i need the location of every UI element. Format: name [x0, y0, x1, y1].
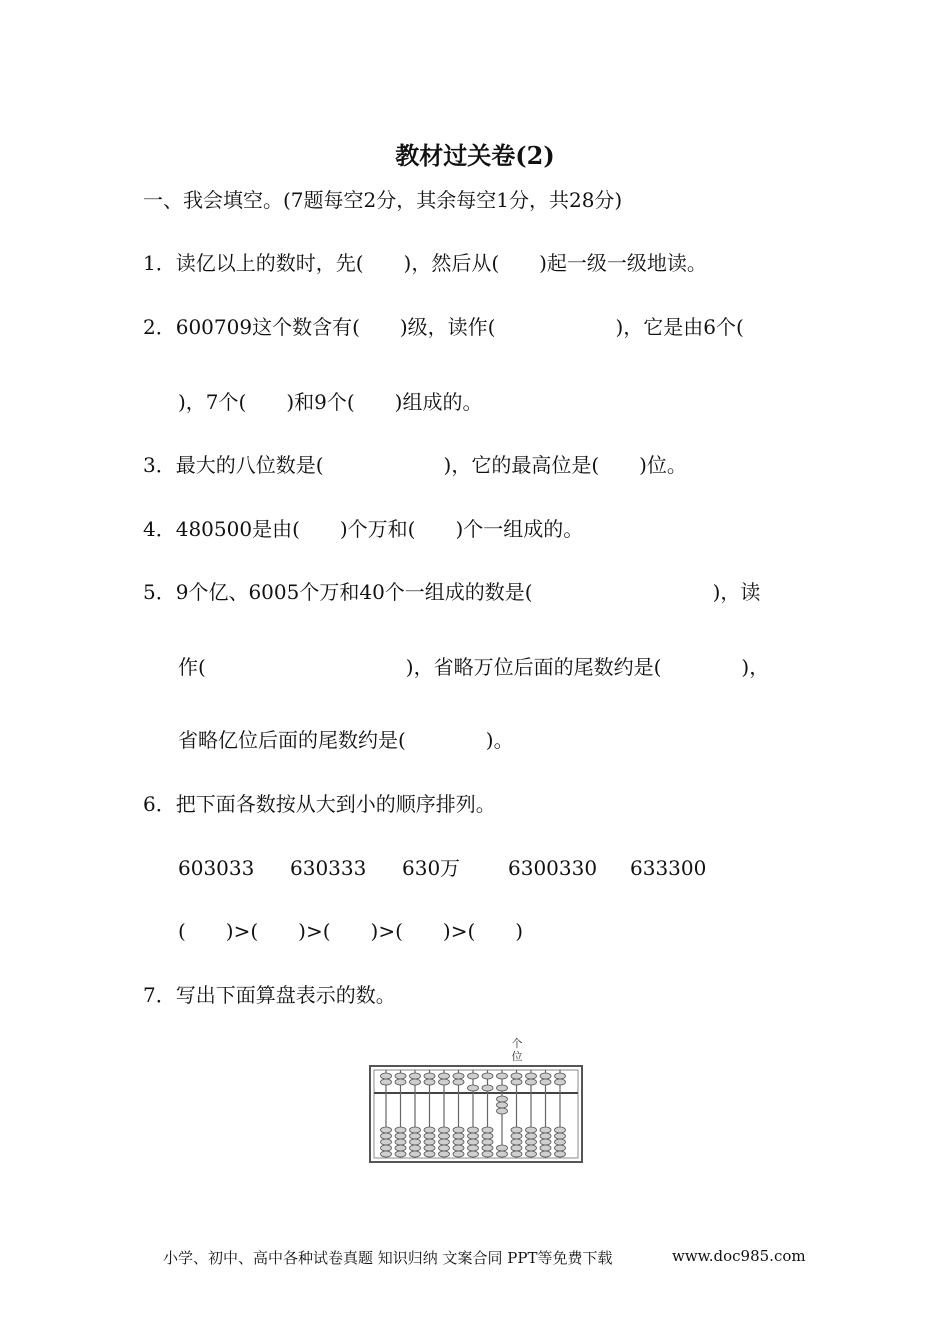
abacus-bead: [395, 1145, 406, 1151]
abacus-bead: [555, 1139, 566, 1145]
abacus-bead: [482, 1127, 493, 1133]
question-1: 1．读亿以上的数时，先( )，然后从( )起一级一级地读。: [143, 251, 707, 275]
question-2-line-1: 2．600709这个数含有( )级，读作( )，它是由6个(: [143, 315, 744, 339]
abacus-bead: [424, 1079, 435, 1085]
abacus-bead: [468, 1139, 479, 1145]
abacus-bead: [381, 1151, 392, 1157]
abacus-bead: [439, 1073, 450, 1079]
abacus-bead: [395, 1127, 406, 1133]
abacus-bead: [424, 1151, 435, 1157]
abacus-bead: [453, 1133, 464, 1139]
abacus-bead: [468, 1073, 479, 1079]
abacus-bead: [453, 1073, 464, 1079]
abacus-bead: [453, 1127, 464, 1133]
abacus-bead: [526, 1139, 537, 1145]
abacus-bead: [381, 1133, 392, 1139]
abacus-bead: [526, 1151, 537, 1157]
abacus-bead: [497, 1073, 508, 1079]
abacus-bead: [468, 1151, 479, 1157]
abacus-bead: [439, 1145, 450, 1151]
abacus-bead: [410, 1079, 421, 1085]
abacus-bead: [526, 1079, 537, 1085]
section-heading: 一、我会填空。(7题每空2分，其余每空1分，共28分): [143, 188, 623, 212]
abacus-bead: [410, 1073, 421, 1079]
abacus-label-bottom: 位: [511, 1050, 523, 1063]
abacus-bead: [410, 1139, 421, 1145]
abacus-bead: [511, 1133, 522, 1139]
abacus-bead: [395, 1079, 406, 1085]
ordering-blanks: ( )>( )>( )>( )>( ): [178, 919, 524, 943]
abacus-bead: [555, 1079, 566, 1085]
abacus-bead: [468, 1085, 479, 1091]
number-item: 6300330: [508, 856, 598, 880]
abacus-bead: [424, 1139, 435, 1145]
abacus-bead: [395, 1151, 406, 1157]
abacus-bead: [410, 1145, 421, 1151]
question-5-line-3: 省略亿位后面的尾数约是( )。: [178, 728, 514, 752]
abacus-bead: [424, 1127, 435, 1133]
abacus-bead: [497, 1096, 508, 1102]
abacus-bead: [511, 1145, 522, 1151]
abacus-bead: [511, 1151, 522, 1157]
abacus-bead: [424, 1073, 435, 1079]
abacus-bead: [453, 1139, 464, 1145]
abacus-bead: [497, 1102, 508, 1108]
abacus-bead: [395, 1133, 406, 1139]
abacus-bead: [540, 1079, 551, 1085]
abacus-bead: [497, 1108, 508, 1114]
abacus-bead: [395, 1073, 406, 1079]
abacus-bead: [424, 1145, 435, 1151]
abacus-bead: [526, 1127, 537, 1133]
abacus-bead: [410, 1133, 421, 1139]
abacus-bead: [497, 1145, 508, 1151]
abacus-bead: [439, 1079, 450, 1085]
question-6: 6．把下面各数按从大到小的顺序排列。: [143, 792, 496, 816]
abacus-bead: [511, 1127, 522, 1133]
abacus-bead: [468, 1127, 479, 1133]
abacus-bead: [555, 1151, 566, 1157]
abacus-bead: [482, 1133, 493, 1139]
abacus-bead: [555, 1133, 566, 1139]
abacus-bead: [381, 1127, 392, 1133]
abacus-bead: [395, 1139, 406, 1145]
page-title: 教材过关卷(2): [395, 141, 555, 170]
abacus-bead: [526, 1133, 537, 1139]
abacus-bead: [381, 1139, 392, 1145]
abacus-bead: [526, 1073, 537, 1079]
abacus-bead: [540, 1151, 551, 1157]
question-7: 7．写出下面算盘表示的数。: [143, 983, 396, 1007]
abacus-bead: [511, 1079, 522, 1085]
abacus-bead: [439, 1139, 450, 1145]
abacus-bead: [453, 1151, 464, 1157]
abacus-bead: [424, 1133, 435, 1139]
abacus-bead: [540, 1127, 551, 1133]
question-4: 4．480500是由( )个万和( )个一组成的。: [143, 517, 584, 541]
number-item: 630万: [402, 856, 461, 880]
abacus-bead: [381, 1073, 392, 1079]
abacus-bead: [540, 1139, 551, 1145]
footer-text: 小学、初中、高中各种试卷真题 知识归纳 文案合同 PPT等免费下载: [163, 1249, 613, 1267]
abacus-bead: [468, 1145, 479, 1151]
abacus-bead: [439, 1151, 450, 1157]
abacus-bead: [453, 1079, 464, 1085]
number-item: 633300: [630, 856, 707, 880]
abacus-bead: [453, 1145, 464, 1151]
abacus-bead: [381, 1145, 392, 1151]
abacus-bead: [482, 1085, 493, 1091]
footer: [163, 1247, 806, 1268]
abacus-bead: [468, 1133, 479, 1139]
footer-url[interactable]: www.doc985.com: [672, 1247, 806, 1265]
abacus-figure: [362, 1035, 592, 1167]
abacus-bead: [555, 1145, 566, 1151]
abacus-bead: [482, 1145, 493, 1151]
question-3: 3．最大的八位数是( )，它的最高位是( )位。: [143, 453, 687, 477]
abacus-bead: [555, 1073, 566, 1079]
abacus-bead: [482, 1139, 493, 1145]
question-5-line-2: 作( )，省略万位后面的尾数约是( )，: [178, 655, 770, 679]
abacus-bead: [526, 1145, 537, 1151]
abacus-bead: [381, 1079, 392, 1085]
abacus-bead: [410, 1127, 421, 1133]
abacus-bead: [540, 1133, 551, 1139]
abacus-bead: [410, 1151, 421, 1157]
abacus-bead: [540, 1145, 551, 1151]
abacus-bead: [482, 1073, 493, 1079]
abacus-bead: [555, 1127, 566, 1133]
number-item: 603033: [178, 856, 255, 880]
number-item: 630333: [290, 856, 367, 880]
abacus-bead: [482, 1151, 493, 1157]
abacus-bead: [439, 1133, 450, 1139]
abacus-bead: [497, 1085, 508, 1091]
abacus-bead: [511, 1073, 522, 1079]
abacus-bead: [540, 1073, 551, 1079]
abacus-bead: [439, 1127, 450, 1133]
question-5-line-1: 5．9个亿、6005个万和40个一组成的数是( )，读: [143, 580, 761, 604]
abacus-bead: [511, 1139, 522, 1145]
abacus-bead: [497, 1151, 508, 1157]
question-2-line-2: )，7个( )和9个( )组成的。: [178, 390, 483, 414]
abacus-label-top: 个: [511, 1037, 523, 1050]
